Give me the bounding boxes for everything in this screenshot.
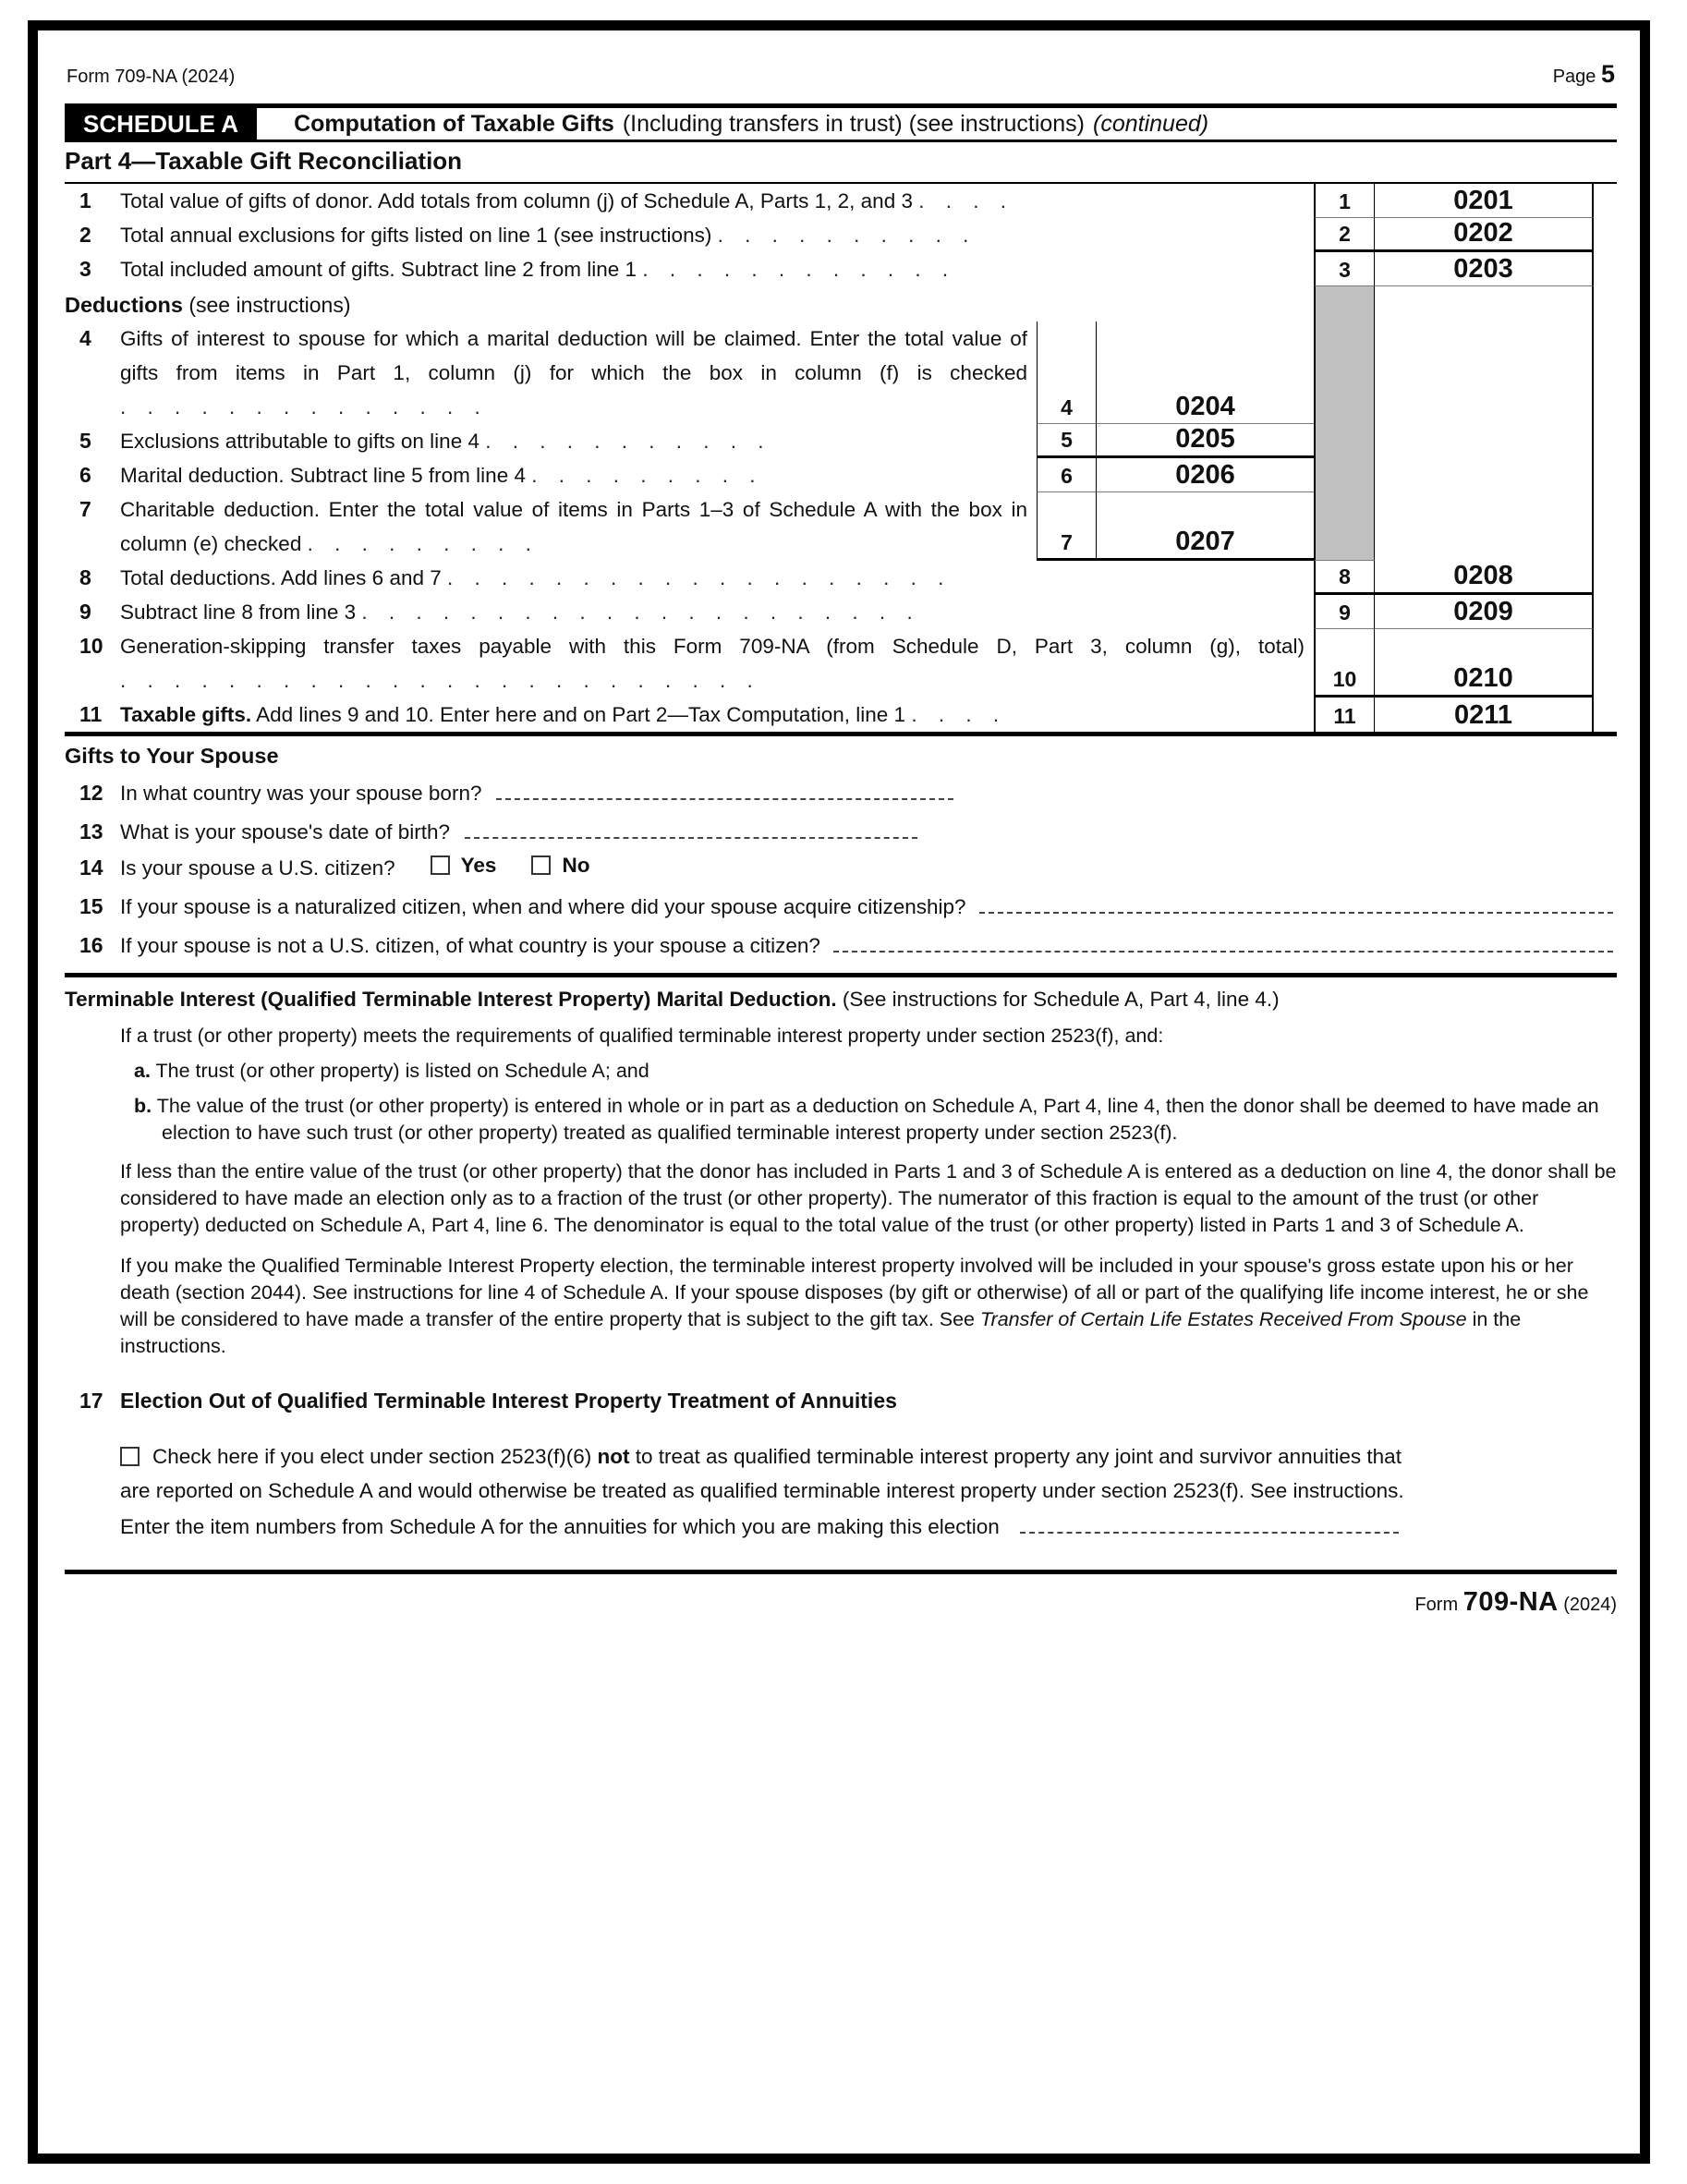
schedule-label: SCHEDULE A <box>65 108 257 140</box>
line-label: Total included amount of gifts. Subtract line 2 from line 1 <box>120 258 637 281</box>
line-row-2 <box>65 218 1617 252</box>
line-row-4 <box>65 322 1617 424</box>
gifts-to-spouse-heading: Gifts to Your Spouse <box>65 744 279 768</box>
question-label: In what country was your spouse born? <box>120 782 482 805</box>
dot-leader: . . . . <box>911 703 1000 726</box>
line-label: Total annual exclusions for gifts listed on line 1 (see instructions) <box>120 224 712 247</box>
line-number: 15 <box>79 894 103 918</box>
line-row-10 <box>65 629 1617 698</box>
answer-line-citizen-country[interactable] <box>833 925 1613 952</box>
question-label: Is your spouse a U.S. citizen? <box>120 856 395 880</box>
entry-amount-box[interactable]: 0203 <box>1375 252 1594 286</box>
no-checkbox[interactable] <box>531 855 551 875</box>
line-number: 17 <box>79 1389 103 1413</box>
question-row-12 <box>65 772 1617 811</box>
entry-line-number: 4 <box>1037 322 1097 424</box>
deductions-heading: Deductions (see instructions) <box>65 293 351 317</box>
answer-line-date-of-birth[interactable] <box>465 811 917 839</box>
part4-table <box>65 184 1617 736</box>
entry-amount-box[interactable]: 0211 <box>1375 698 1594 732</box>
line-label: Marital deduction. Subtract line 5 from line 4 <box>120 464 526 487</box>
line-number: 12 <box>79 781 103 805</box>
entry-amount-box[interactable]: 0204 <box>1097 322 1314 424</box>
question-row-14 <box>65 850 1617 886</box>
entry-amount-box[interactable]: 0202 <box>1375 218 1594 252</box>
yes-label: Yes <box>460 853 497 877</box>
line-row-8 <box>65 561 1617 595</box>
election-item-numbers-line[interactable] <box>1020 1508 1399 1534</box>
entry-amount-box[interactable]: 0201 <box>1375 184 1594 218</box>
line-row-3 <box>65 252 1617 286</box>
dot-leader: . . . . . . . . . . . . . . . . . . . <box>447 566 944 589</box>
entry-amount-box[interactable]: 0208 <box>1375 561 1594 595</box>
yes-checkbox[interactable] <box>431 855 450 875</box>
schedule-banner <box>65 103 1617 142</box>
entry-line-number: 3 <box>1314 252 1375 286</box>
page-header <box>65 60 1617 89</box>
entry-amount-box[interactable]: 0206 <box>1097 458 1314 492</box>
line-row-17 <box>65 1386 1617 1415</box>
shaded-cell <box>1314 492 1375 561</box>
dot-leader: . . . . . . . . . <box>531 464 756 487</box>
line-number: 2 <box>79 223 91 247</box>
dot-leader: . . . . . . . . . . . . . . . . . . . . . <box>361 601 913 624</box>
line-number: 9 <box>79 600 91 624</box>
terminable-paragraph-3: If you make the Qualified Terminable Interest Property election, the terminable interest property involved will be included in your spouse's gross estate upon his or her death (section 2044). See instructions for line 4 of Schedule A. If your spouse disposes (by gift or otherwise) of all or part of the qualifying life income interest, he or she will be considered to have made a transfer of the entire property that is subject to the gift tax. See Transfer of Certain Life Estates Received From Spouse in the instructions. <box>120 1255 1589 1357</box>
terminable-item-b: b. The value of the trust (or other property) is entered in whole or in part as a deduction on Schedule A, Part 4, line 4, then the donor shall be deemed to have made an election to have such trust (or other property) treated as qualified terminable interest property under section 2523(f). <box>134 1095 1599 1144</box>
line-number: 4 <box>79 326 91 350</box>
gifts-to-spouse-section <box>65 736 1617 977</box>
footer-year: (2024) <box>1563 1595 1617 1615</box>
question-row-15 <box>65 886 1617 925</box>
entry-amount-box[interactable]: 0209 <box>1375 595 1594 629</box>
line-number: 14 <box>79 855 103 880</box>
entry-line-number: 9 <box>1314 595 1375 629</box>
line-number: 11 <box>79 702 103 726</box>
dot-leader: . . . . <box>918 189 1007 212</box>
question-label: If your spouse is a naturalized citizen, when and where did your spouse acquire citizenship? <box>120 895 966 918</box>
footer-form-word: Form <box>1414 1595 1459 1615</box>
entry-line-number: 6 <box>1037 458 1097 492</box>
line-label: Charitable deduction. Enter the total value of items in Parts 1–3 of Schedule A with the box in column (e) checked <box>120 498 1027 555</box>
line-number: 6 <box>79 463 91 487</box>
line-label: Gifts of interest to spouse for which a marital deduction will be claimed. Enter the total value of gifts from items in Part 1, column (j) for which the box in column (f) is checked <box>120 327 1027 384</box>
line-row-5 <box>65 424 1617 458</box>
line-row-11 <box>65 698 1617 732</box>
question-row-16 <box>65 925 1617 964</box>
entry-line-number: 1 <box>1314 184 1375 218</box>
line-label: Total deductions. Add lines 6 and 7 <box>120 566 442 589</box>
deductions-heading-row <box>65 286 1617 322</box>
terminable-interest-section <box>65 977 1617 1360</box>
line-label: Total value of gifts of donor. Add totals from column (j) of Schedule A, Parts 1, 2, and 3 <box>120 189 913 212</box>
line-row-6 <box>65 458 1617 492</box>
line-row-7 <box>65 492 1617 561</box>
line-number: 10 <box>79 634 103 658</box>
entry-amount-box[interactable]: 0205 <box>1097 424 1314 458</box>
form-id-header: Form 709-NA (2024) <box>67 67 236 87</box>
page-border <box>28 20 1650 2164</box>
part4-heading: Part 4—Taxable Gift Reconciliation <box>65 142 1617 184</box>
dot-leader: . . . . . . . . . <box>307 532 531 555</box>
footer-form-number: 709-NA <box>1462 1587 1559 1617</box>
shaded-cell <box>1314 286 1375 322</box>
schedule-title <box>257 108 1208 140</box>
no-label: No <box>562 853 590 877</box>
line-label: Generation-skipping transfer taxes payable with this Form 709-NA (from Schedule D, Part 3, column (g), total) <box>120 635 1305 658</box>
line-label-bold: Taxable gifts. <box>120 703 252 726</box>
line-number: 16 <box>79 933 103 957</box>
shaded-cell <box>1314 424 1375 458</box>
answer-line-country-born[interactable] <box>496 772 953 800</box>
dot-leader: . . . . . . . . . . <box>717 224 969 247</box>
dot-leader: . . . . . . . . . . . <box>485 430 764 453</box>
election-paragraph: Check here if you elect under section 2523(f)(6) not to treat as qualified terminable interest property any joint and survivor annuities that are reported on Schedule A and would otherwise be treated as qualified terminable interest property under section 2523(f). See instructions. Enter the item numbers from Schedule A for the annuities for which you are making this election <box>120 1445 1404 1538</box>
line-number: 8 <box>79 565 91 589</box>
line-label: Add lines 9 and 10. Enter here and on Part 2—Tax Computation, line 1 <box>251 703 906 726</box>
line-row-1 <box>65 184 1617 218</box>
line-number: 1 <box>79 188 91 212</box>
question-label: If your spouse is not a U.S. citizen, of what country is your spouse a citizen? <box>120 934 820 957</box>
dot-leader: . . . . . . . . . . . . . . . . . . . . . . . . <box>120 669 753 692</box>
entry-line-number: 7 <box>1037 492 1097 561</box>
line-number: 13 <box>79 819 103 843</box>
entry-amount-box[interactable]: 0210 <box>1375 629 1594 698</box>
election-heading: Election Out of Qualified Terminable Interest Property Treatment of Annuities <box>120 1389 897 1413</box>
schedule-title-continued: (continued) <box>1093 110 1209 137</box>
footer <box>65 1574 1617 1618</box>
entry-line-number: 11 <box>1314 698 1375 732</box>
entry-line-number: 5 <box>1037 424 1097 458</box>
schedule-title-bold: Computation of Taxable Gifts <box>294 110 614 137</box>
shaded-cell <box>1314 458 1375 492</box>
terminable-paragraph-2: If less than the entire value of the trust (or other property) that the donor has included in Parts 1 and 3 of Schedule A is entered as a deduction on line 4, the donor shall be considered to have made an election only as to a fraction of the trust (or other property). The numerator of this fraction is equal to the amount of the trust (or other property) deducted on Schedule A, Part 4, line 6. The denominator is equal to the total value of the trust (or other property) listed in Parts 1 and 3 of Schedule A. <box>120 1160 1617 1236</box>
line-label: Subtract line 8 from line 3 <box>120 601 357 624</box>
entry-line-number: 10 <box>1314 629 1375 698</box>
entry-line-number: 2 <box>1314 218 1375 252</box>
terminable-paragraph-1: If a trust (or other property) meets the requirements of qualified terminable interest property under section 2523(f), and: <box>120 1025 1164 1047</box>
line-number: 5 <box>79 429 91 453</box>
entry-amount-box[interactable]: 0207 <box>1097 492 1314 561</box>
line-number: 7 <box>79 497 91 521</box>
dot-leader: . . . . . . . . . . . . <box>642 258 949 281</box>
entry-line-number: 8 <box>1314 561 1375 595</box>
page-number: Page 5 <box>1552 60 1615 88</box>
line-number: 3 <box>79 257 91 281</box>
dot-leader: . . . . . . . . . . . . . . <box>120 395 480 419</box>
qtip-election-checkbox[interactable] <box>120 1447 140 1466</box>
question-label: What is your spouse's date of birth? <box>120 820 450 843</box>
terminable-item-a: a. The trust (or other property) is listed on Schedule A; and <box>134 1060 649 1082</box>
terminable-heading: Terminable Interest (Qualified Terminable Interest Property) Marital Deduction. (See instructions for Schedule A, Part 4, line 4.) <box>65 988 1280 1011</box>
question-row-13 <box>65 811 1617 850</box>
shaded-cell <box>1314 322 1375 424</box>
line-row-9 <box>65 595 1617 629</box>
schedule-title-rest: (Including transfers in trust) (see instructions) <box>622 110 1086 137</box>
answer-line-citizenship-acquired[interactable] <box>979 886 1613 914</box>
line-label: Exclusions attributable to gifts on line 4 <box>120 430 479 453</box>
